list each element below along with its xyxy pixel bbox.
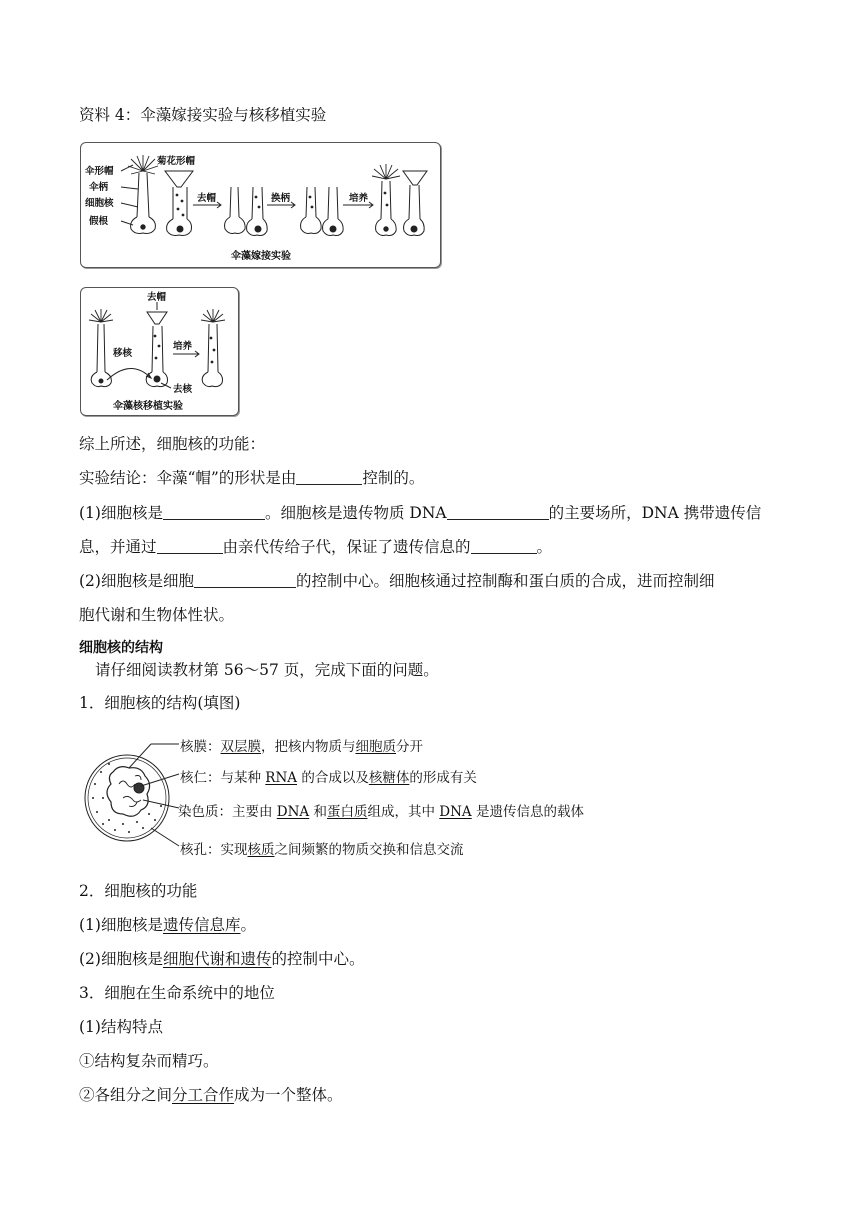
transplant-caption: 伞藻核移植实验 <box>113 401 183 412</box>
conclusion-line: 实验结论：伞藻“帽”的形状是由 控制的。 <box>79 469 425 487</box>
item-1-blank-2[interactable] <box>447 503 549 520</box>
question-2-item-2: (2)细胞核是细胞代谢和遗传的控制中心。 <box>79 950 365 968</box>
transplant-remove-cap-label: 去帽 <box>147 292 167 303</box>
item-2-line-2: 胞代谢和生物体性状。 <box>79 606 235 624</box>
grafting-caption: 伞藻嫁接实验 <box>231 251 291 262</box>
item-1-blank-4[interactable] <box>471 537 537 554</box>
section-4-title: 资料 4：伞藻嫁接实验与核移植实验 <box>79 106 327 124</box>
rhizoid-label: 假根 <box>89 216 109 227</box>
question-3-title: 3．细胞在生命系统中的地位 <box>79 984 275 1002</box>
remove-nucleus-label: 去核 <box>173 384 193 395</box>
umbrella-cap-plant-icon <box>128 155 158 234</box>
question-2-item-1: (1)细胞核是遗传信息库。 <box>79 916 256 934</box>
nuclear-transplant-figure <box>80 287 239 416</box>
item-1-line-1: (1)细胞核是 。细胞核是遗传物质 DNA 的主要场所，DNA 携带遗传信 <box>79 504 762 522</box>
question-1-title: 1．细胞核的结构(填图) <box>79 694 241 712</box>
grafting-experiment-illustration <box>81 143 440 267</box>
umbrella-cap-label: 伞形帽 <box>85 166 114 177</box>
stalk-label: 伞柄 <box>89 182 109 193</box>
question-3-subtitle: (1)结构特点 <box>79 1018 163 1036</box>
item-1-blank-1[interactable] <box>163 503 265 520</box>
question-3-point-1: ①结构复杂而精巧。 <box>79 1052 219 1070</box>
culture-label: 培养 <box>349 193 369 204</box>
chrysanthemum-cap-label: 菊花形帽 <box>157 156 196 167</box>
remove-cap-label: 去帽 <box>197 193 217 204</box>
nucleus-diagram-icon <box>79 728 189 848</box>
nucleus-label: 细胞核 <box>85 198 114 209</box>
transplant-nucleus-label: 移核 <box>113 348 133 359</box>
chrysanthemum-cap-plant-icon <box>165 171 193 236</box>
nuclear-pore-label: 核孔：实现核质之间频繁的物质交换和信息交流 <box>180 842 464 858</box>
conclusion-blank[interactable] <box>296 468 362 485</box>
read-instruction: 请仔细阅读教材第 56～57 页，完成下面的问题。 <box>95 661 439 679</box>
summary-line: 综上所述，细胞核的功能： <box>79 435 266 453</box>
transplant-culture-label: 培养 <box>173 341 193 352</box>
item-2-line-1: (2)细胞核是细胞 的控制中心。细胞核通过控制酶和蛋白质的合成，进而控制细 <box>79 572 715 590</box>
nuclear-membrane-label: 核膜：双层膜，把核内物质与细胞质分开 <box>180 739 423 755</box>
item-2-blank-1[interactable] <box>194 571 296 588</box>
chromatin-label: 染色质：主要由 DNA 和蛋白质组成，其中 DNA 是遗传信息的载体 <box>178 804 584 820</box>
structure-heading: 细胞核的结构 <box>79 640 163 656</box>
grafting-experiment-figure <box>80 142 441 268</box>
nucleolus-label: 核仁：与某种 RNA 的合成以及核糖体的形成有关 <box>180 770 477 786</box>
item-1-line-2: 息，并通过 由亲代传给子代，保证了遗传信息的 。 <box>79 538 553 556</box>
nuclear-transplant-illustration <box>81 288 238 415</box>
swap-stalk-label: 换柄 <box>271 193 291 204</box>
question-2-title: 2．细胞核的功能 <box>79 882 198 900</box>
item-1-blank-3[interactable] <box>157 537 223 554</box>
question-3-point-2: ②各组分之间分工合作成为一个整体。 <box>79 1086 343 1104</box>
